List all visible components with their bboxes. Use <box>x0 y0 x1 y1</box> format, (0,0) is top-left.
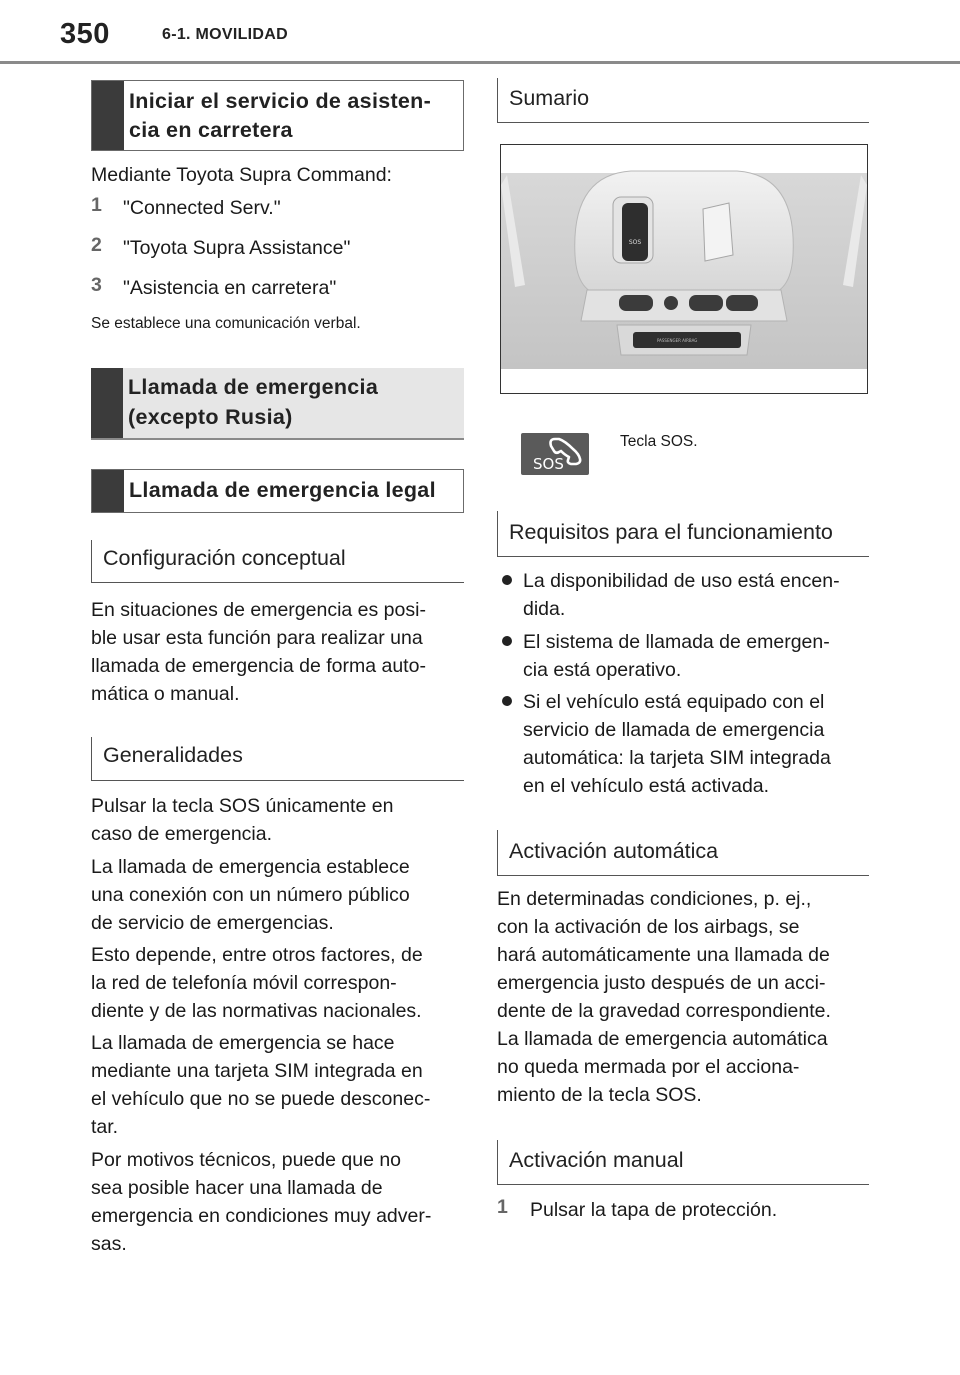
general-paragraph: Esto depende, entre otros factores, de la red de telefonía móvil correspon- diente y de las normativas nacionales. <box>91 944 423 1022</box>
step-text: "Asistencia en carretera" <box>123 277 337 299</box>
auto-activation-paragraph: En determinadas condiciones, p. ej., con la activación de los airbags, se hará automáticamente una llamada de emergencia justo después de un acci- dente de la gravedad correspondiente. La llamada de emergencia automática no queda mermada por el acciona- miento de la tecla SOS. <box>497 888 831 1106</box>
general-paragraph: La llamada de emergencia se hace mediante una tarjeta SIM integrada en el vehículo que no se puede desconec- tar. <box>91 1032 431 1138</box>
step-number: 1 <box>497 1196 508 1218</box>
overhead-console-figure <box>500 144 868 394</box>
heading-roadside-text: Iniciar el servicio de asisten- cia en carretera <box>129 89 432 142</box>
heading-emergency-call <box>91 368 464 440</box>
subheading-auto-activation <box>497 830 869 876</box>
sos-icon-label: SOS <box>533 455 564 473</box>
heading-legal-emergency <box>91 469 464 513</box>
phone-icon <box>521 433 589 475</box>
sos-caption: Tecla SOS. <box>620 433 698 450</box>
bullet-icon <box>502 636 512 646</box>
figure-sos-label: SOS <box>628 239 642 246</box>
roadside-note: Se establece una comunicación verbal. <box>91 315 361 332</box>
subheading-auto-text: Activación automática <box>509 839 719 863</box>
step-number: 2 <box>91 234 102 256</box>
subheading-manual-text: Activación manual <box>509 1148 684 1172</box>
heading-bar <box>92 81 124 150</box>
subheading-general-text: Generalidades <box>103 743 243 767</box>
subheading-concept-text: Configuración conceptual <box>103 546 346 570</box>
page-number: 350 <box>60 18 110 50</box>
heading-bar <box>91 368 123 438</box>
page-header <box>0 0 960 64</box>
figure-panel-text: PASSENGER AIRBAG <box>657 338 698 343</box>
general-paragraph: Por motivos técnicos, puede que no sea posible hacer una llamada de emergencia en condiciones muy adver- sas. <box>91 1149 432 1255</box>
concept-paragraph: En situaciones de emergencia es posi- ble usar esta función para realizar una llamada de emergencia de forma auto- mática o manual. <box>91 599 426 705</box>
heading-bar <box>92 470 124 512</box>
heading-emergency-text: Llamada de emergencia (excepto Rusia) <box>128 375 379 429</box>
subheading-summary <box>497 78 869 123</box>
manual-step-text: Pulsar la tapa de protección. <box>530 1199 778 1221</box>
requirement-item: La disponibilidad de uso está encen- dida. <box>523 570 840 620</box>
subheading-requirements <box>497 511 869 557</box>
subheading-general <box>91 737 464 781</box>
requirement-item: Si el vehículo está equipado con el servicio de llamada de emergencia automática: la tarjeta SIM integrada en el vehículo está activada. <box>523 691 831 797</box>
step-number: 1 <box>91 194 102 216</box>
overhead-console-illustration <box>501 145 867 393</box>
subheading-requirements-text: Requisitos para el funcionamiento <box>509 520 833 544</box>
roadside-intro: Mediante Toyota Supra Command: <box>91 164 392 186</box>
step-text: "Connected Serv." <box>123 197 281 219</box>
bullet-icon <box>502 575 512 585</box>
subheading-concept <box>91 540 464 583</box>
subheading-manual-activation <box>497 1140 869 1185</box>
requirement-item: El sistema de llamada de emergen- cia está operativo. <box>523 631 830 681</box>
general-paragraph: Pulsar la tecla SOS únicamente en caso de emergencia. <box>91 795 394 845</box>
sos-key-icon <box>521 433 589 475</box>
subheading-summary-text: Sumario <box>509 86 590 110</box>
general-paragraph: La llamada de emergencia establece una conexión con un número público de servicio de emergencias. <box>91 856 410 934</box>
header-divider <box>0 61 960 64</box>
section-title: 6-1. MOVILIDAD <box>162 26 288 43</box>
heading-legal-text: Llamada de emergencia legal <box>129 478 436 502</box>
heading-roadside-assistance <box>91 80 464 151</box>
bullet-icon <box>502 696 512 706</box>
step-number: 3 <box>91 274 102 296</box>
step-text: "Toyota Supra Assistance" <box>123 237 351 259</box>
